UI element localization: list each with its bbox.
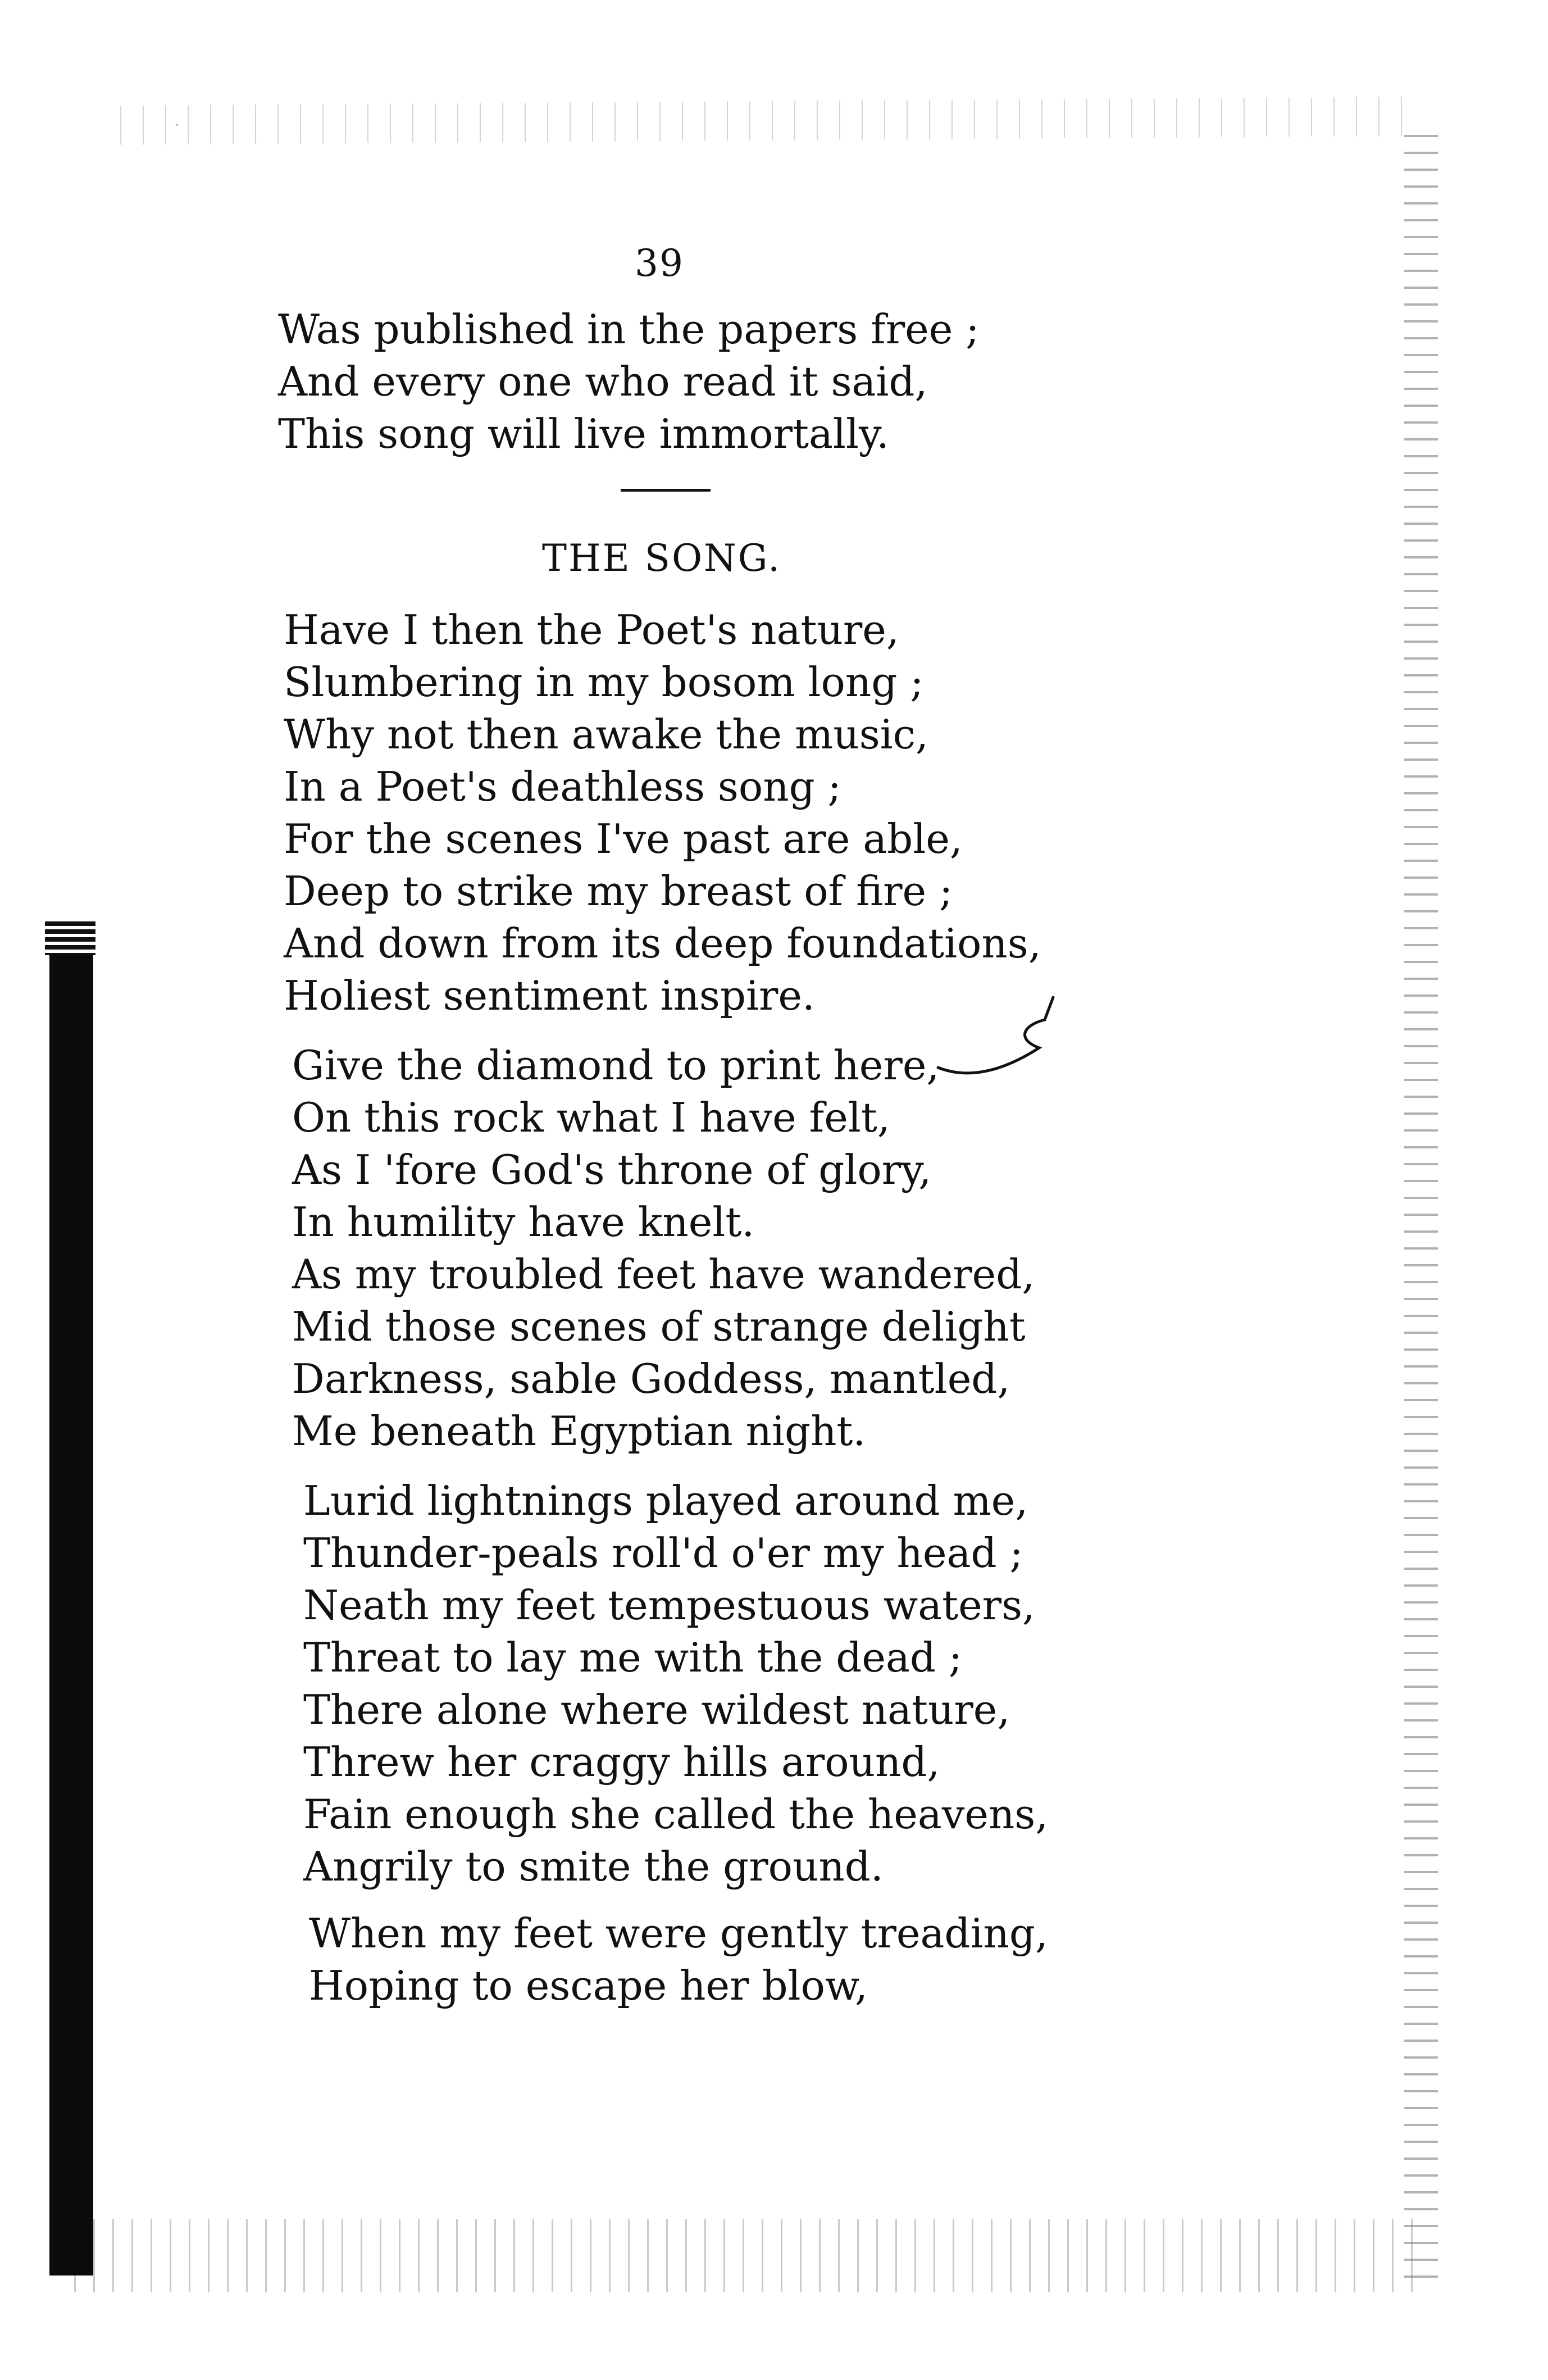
poem-line: Thunder-peals roll'd o'er my head ;	[303, 1529, 1023, 1577]
poem-line: In humility have knelt.	[292, 1198, 755, 1246]
spine-binding-marks	[45, 921, 95, 955]
handwritten-pen-mark	[932, 994, 1067, 1090]
torn-page-edge-right	[1404, 129, 1438, 2292]
poem-line: This song will live immortally.	[278, 410, 889, 457]
poem-line: Darkness, sable Goddess, mantled,	[292, 1355, 1010, 1402]
poem-line: As I 'fore God's throne of glory,	[292, 1146, 932, 1193]
poem-line: Why not then awake the music,	[284, 711, 928, 758]
stanza-2	[292, 1039, 1035, 1457]
poem-line: And down from its deep foundations,	[284, 920, 1041, 967]
poem-line: Deep to strike my breast of fire ;	[284, 867, 953, 915]
stanza-1	[284, 604, 1041, 1022]
poem-line: Was published in the papers free ;	[278, 306, 980, 353]
torn-page-edge-bottom	[67, 2219, 1415, 2292]
poem-line: For the scenes I've past are able,	[284, 815, 963, 862]
poem-line: Hoping to escape her blow,	[309, 1962, 868, 2009]
poem-line: When my feet were gently treading,	[309, 1910, 1048, 1957]
poem-line: Angrily to smite the ground.	[303, 1843, 884, 1890]
poem-line: There alone where wildest nature,	[303, 1686, 1010, 1733]
intro-stanza	[278, 303, 980, 460]
poem-line: Mid those scenes of strange delight	[292, 1303, 1026, 1350]
poem-line: Threat to lay me with the dead ;	[303, 1634, 963, 1681]
torn-page-edge-top	[112, 97, 1404, 145]
poem-line: Lurid lightnings played around me,	[303, 1477, 1028, 1524]
poem-line: Fain enough she called the heavens,	[303, 1791, 1049, 1838]
stanza-4	[309, 1907, 1048, 2012]
book-spine-shadow	[49, 921, 93, 2275]
poem-line: Neath my feet tempestuous waters,	[303, 1582, 1035, 1629]
section-divider	[621, 489, 711, 492]
poem-line: On this rock what I have felt,	[292, 1094, 890, 1141]
poem-line: Threw her craggy hills around,	[303, 1738, 940, 1786]
poem-line: Me beneath Egyptian night.	[292, 1407, 866, 1455]
song-title: THE SONG.	[542, 537, 782, 580]
poem-line: As my troubled feet have wandered,	[292, 1251, 1035, 1298]
poem-line: Give the diamond to print here,	[292, 1042, 940, 1089]
poem-line: In a Poet's deathless song ;	[284, 763, 841, 810]
poem-line: Have I then the Poet's nature,	[284, 606, 899, 653]
poem-line: Slumbering in my bosom long ;	[284, 658, 924, 706]
stanza-3	[303, 1475, 1048, 1893]
page-number: 39	[635, 242, 684, 285]
poem-line: Holiest sentiment inspire.	[284, 972, 815, 1019]
poem-line: And every one who read it said,	[278, 358, 928, 405]
